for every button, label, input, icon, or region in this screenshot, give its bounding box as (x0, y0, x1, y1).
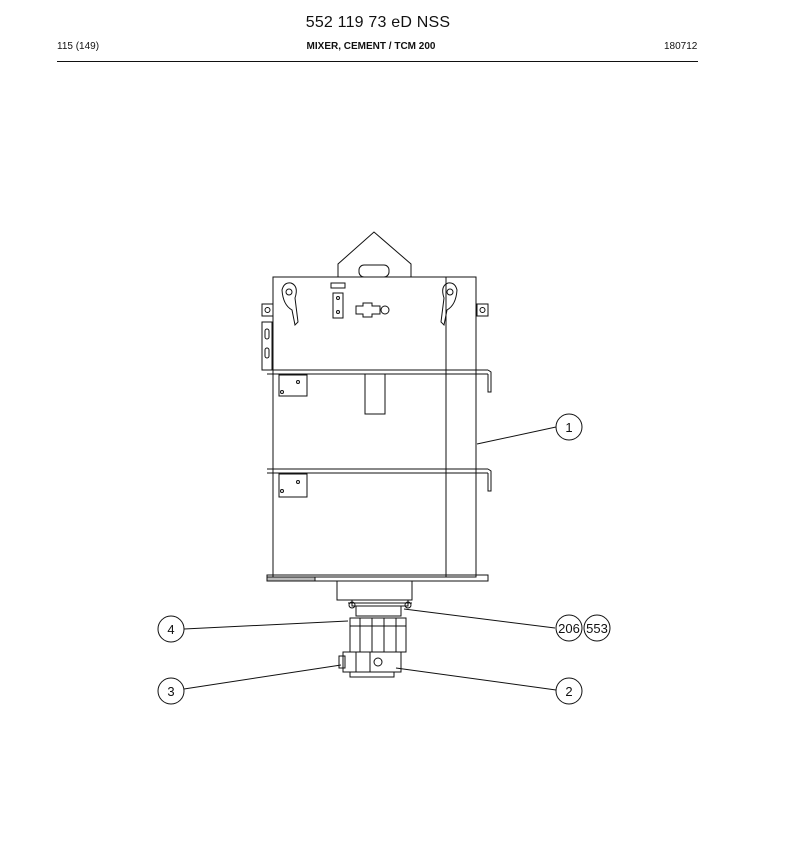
callout-206 (556, 615, 582, 641)
page-count: 115 (149) (57, 41, 100, 52)
callout-3-label: 3 (167, 684, 175, 699)
leader-lines (184, 427, 556, 690)
document-date: 180712 (664, 41, 698, 52)
mixer-drum (262, 232, 491, 600)
document-number: 552 119 73 eD NSS (305, 14, 451, 31)
motor-assembly (339, 600, 412, 677)
callout-553-label: 553 (586, 621, 608, 636)
callout-3 (158, 678, 184, 704)
callout-2 (556, 678, 582, 704)
callout-4-label: 4 (167, 622, 175, 637)
callout-4 (158, 616, 184, 642)
callout-1-label: 1 (565, 420, 573, 435)
document-title: MIXER, CEMENT / TCM 200 (306, 41, 436, 52)
callout-2-label: 2 (565, 684, 573, 699)
callout-553 (584, 615, 610, 641)
callout-1 (556, 414, 582, 440)
callout-206-label: 206 (558, 621, 580, 636)
